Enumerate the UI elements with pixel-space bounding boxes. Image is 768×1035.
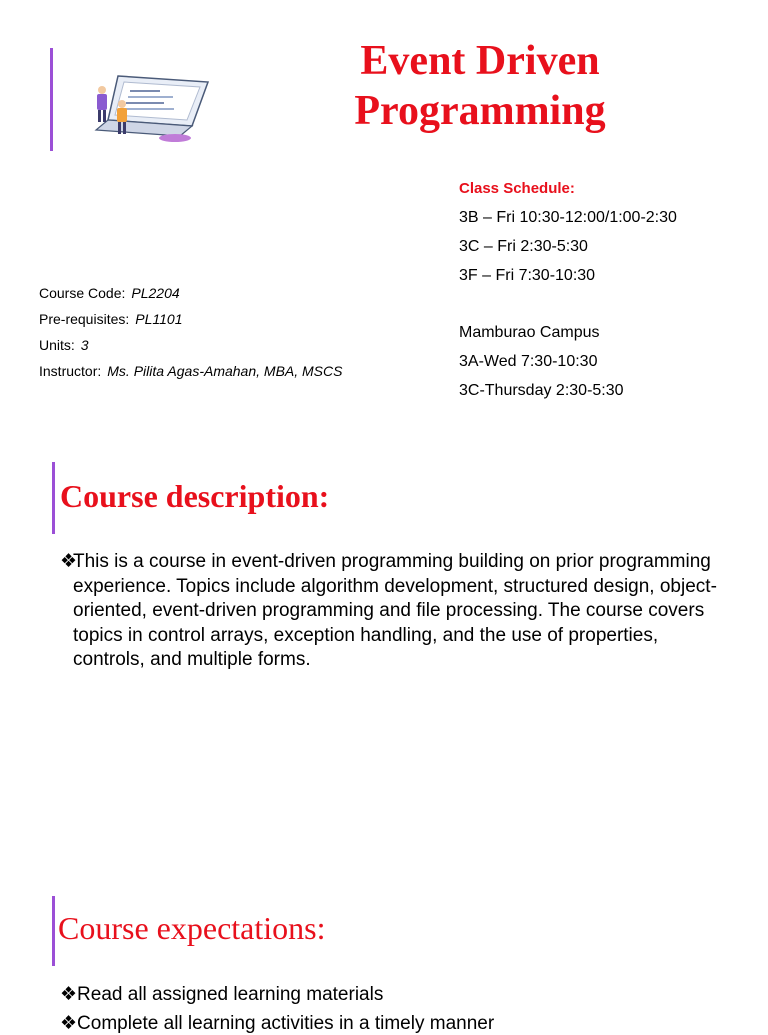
course-code-value: PL2204 xyxy=(131,285,180,301)
diamond-bullet-icon: ❖ xyxy=(60,984,78,1005)
campus-name: Mamburao Campus xyxy=(459,324,600,341)
diamond-bullet-icon: ❖ xyxy=(60,1013,78,1034)
course-code-row xyxy=(39,283,342,309)
schedule-line: 3F – Fri 7:30-10:30 xyxy=(459,267,596,284)
laptop-illustration xyxy=(90,68,215,143)
page-title xyxy=(300,36,660,136)
schedule-heading: Class Schedule: xyxy=(459,180,575,197)
prereq-label: Pre-requisites: xyxy=(39,311,130,327)
units-value: 3 xyxy=(80,337,89,353)
expectation-text: Read all assigned learning materials xyxy=(77,984,384,1005)
expectations-heading: Course expectations: xyxy=(58,910,326,946)
instructor-label: Instructor: xyxy=(39,363,102,379)
campus-schedule-line: 3A-Wed 7:30-10:30 xyxy=(459,353,598,370)
class-schedule xyxy=(459,180,677,405)
schedule-line: 3C – Fri 2:30-5:30 xyxy=(459,238,588,255)
expectation-text: Complete all learning activities in a timely manner xyxy=(77,1013,495,1034)
course-info xyxy=(39,283,342,387)
description-heading: Course description: xyxy=(60,478,330,514)
course-code-label: Course Code: xyxy=(39,285,126,301)
campus-schedule-line: 3C-Thursday 2:30-5:30 xyxy=(459,382,624,399)
instructor-value: Ms. Pilita Agas-Amahan, MBA, MSCS xyxy=(107,363,343,379)
title-line-1: Event Driven xyxy=(360,38,600,84)
instructor-row xyxy=(39,361,342,387)
units-label: Units: xyxy=(39,337,75,353)
description-text: This is a course in event-driven programming building on prior programming experience. Topics include algorithm development, structured design, object-oriented, event-driven programming and file processing. The course covers topics in control arrays, exception handling, and the use of properties, controls, and multiple forms. xyxy=(73,551,717,670)
list-item xyxy=(60,983,383,1006)
units-row xyxy=(39,335,342,361)
accent-bar-expectations xyxy=(52,896,55,966)
prereq-value: PL1101 xyxy=(135,311,183,327)
schedule-line: 3B – Fri 10:30-12:00/1:00-2:30 xyxy=(459,209,677,226)
description-paragraph xyxy=(60,550,720,673)
accent-bar-description xyxy=(52,462,55,534)
prereq-row xyxy=(39,309,342,335)
title-line-2: Programming xyxy=(354,88,606,134)
diamond-bullet-icon: ❖ xyxy=(60,551,78,572)
accent-bar-top xyxy=(50,48,53,151)
